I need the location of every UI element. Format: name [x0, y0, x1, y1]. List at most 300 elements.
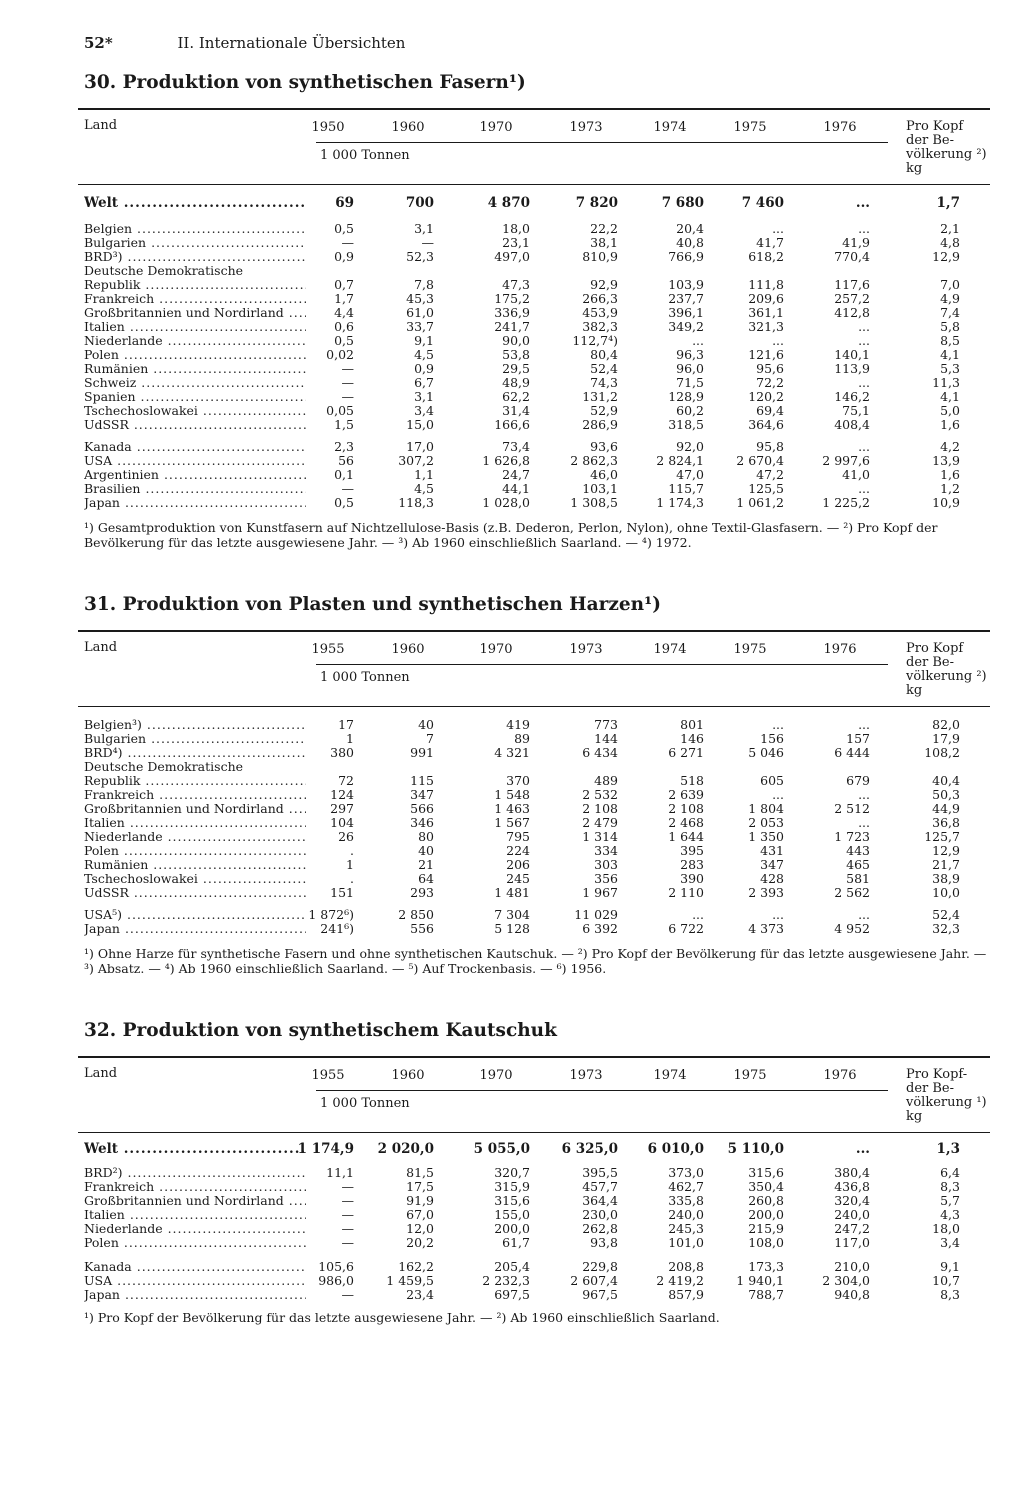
- table-cell: 241,7: [494, 319, 530, 334]
- table-cell: 0,05: [326, 403, 354, 418]
- table-cell: 2 053: [748, 815, 784, 830]
- column-header-year: 1975: [733, 642, 767, 657]
- table-cell: 144: [594, 731, 618, 746]
- table-cell: 0,5: [334, 221, 354, 236]
- table-cell: 396,1: [668, 305, 704, 320]
- table-cell: 0,1: [334, 467, 354, 482]
- table-cell: 770,4: [834, 249, 870, 264]
- row-label: Polen .....: [84, 1236, 306, 1250]
- table-cell: 3,4: [940, 1235, 960, 1250]
- table-cell: 5,8: [940, 319, 960, 334]
- table-cell: 40: [418, 717, 434, 732]
- table-cell: 10,7: [932, 1273, 960, 1288]
- table-cell: 156: [760, 731, 784, 746]
- table-cell: 120,2: [748, 389, 784, 404]
- table-cell: 1,1: [414, 467, 434, 482]
- table-cell: 7,4: [940, 305, 960, 320]
- table-cell: 334: [594, 843, 618, 858]
- table-cell: 95,6: [756, 361, 784, 376]
- table-cell: 26: [338, 829, 354, 844]
- table-cell: 318,5: [668, 417, 704, 432]
- table-cell: 1 967: [582, 885, 618, 900]
- table-cell: 173,3: [748, 1259, 784, 1274]
- row-label: Deutsche Demokratische: [84, 760, 244, 774]
- table-cell: —: [341, 1221, 354, 1236]
- table-cell: 101,0: [668, 1235, 704, 1250]
- column-header-pro-kopf: Pro Kopf- der Be- völkerung ¹) kg: [906, 1067, 987, 1124]
- table-cell: 5,7: [940, 1193, 960, 1208]
- table-cell: 23,1: [502, 235, 530, 250]
- row-label: Spanien .....: [84, 390, 306, 404]
- table-cell: 40,4: [932, 773, 960, 788]
- table-cell: 41,7: [756, 235, 784, 250]
- table-cell: 52,4: [590, 361, 618, 376]
- table-cell: 7 820: [575, 195, 618, 211]
- table-row: [78, 292, 990, 306]
- table-cell: 566: [410, 801, 434, 816]
- table-cell: 6,7: [414, 375, 434, 390]
- table-cell: 1,7: [334, 291, 354, 306]
- table-cell: 36,8: [932, 815, 960, 830]
- table-cell: 118,3: [398, 495, 434, 510]
- table-cell: 6 325,0: [561, 1141, 618, 1157]
- table-cell: 2 607,4: [570, 1273, 618, 1288]
- table-cell: 283: [680, 857, 704, 872]
- row-label: Niederlande .....: [84, 334, 306, 348]
- table-cell: 257,2: [834, 291, 870, 306]
- row-label: Argentinien .....: [84, 468, 306, 482]
- table-cell: 489: [594, 773, 618, 788]
- table-cell: 105,6: [318, 1259, 354, 1274]
- table-cell: 17: [338, 717, 354, 732]
- row-label: BRD³) .....: [84, 250, 306, 264]
- table-cell: 1 308,5: [570, 495, 618, 510]
- table-cell: 2 108: [582, 801, 618, 816]
- table-cell: 293: [410, 885, 434, 900]
- column-header-year: 1973: [569, 642, 603, 657]
- table-cell: 237,7: [668, 291, 704, 306]
- row-label: Großbritannien und Nordirland .....: [84, 1194, 306, 1208]
- table-cell: 364,4: [582, 1193, 618, 1208]
- table-cell: 3,4: [414, 403, 434, 418]
- table-cell: 117,6: [834, 277, 870, 292]
- table-footnote: ¹) Ohne Harze für synthetische Fasern und ohne synthetischen Kautschuk. — ²) Pro Kopf der Bevölkerung für das letzte ausgewiesene Jahr. — ³) Absatz. — ⁴) Ab 1960 einschließlich Saarland. — ⁵) Auf Trockenbasis. — ⁶) 1956.: [84, 946, 987, 976]
- table-cell: 20,2: [406, 1235, 434, 1250]
- table-cell: ...: [772, 221, 784, 236]
- table-cell: 4,9: [940, 291, 960, 306]
- table-cell: 315,6: [494, 1193, 530, 1208]
- table-cell: 361,1: [748, 305, 784, 320]
- table-cell: 210,0: [834, 1259, 870, 1274]
- table-row: [78, 1142, 990, 1156]
- table-cell: 4,8: [940, 235, 960, 250]
- table-cell: 22,2: [590, 221, 618, 236]
- column-header-year: 1976: [823, 1068, 857, 1083]
- table-cell: 5 046: [748, 745, 784, 760]
- table-cell: 4,5: [414, 481, 434, 496]
- header-bottom-rule: [78, 184, 990, 185]
- table-cell: 62,2: [502, 389, 530, 404]
- column-header-year: 1974: [653, 120, 687, 135]
- table-title: 32. Produktion von synthetischem Kautschuk: [84, 1020, 557, 1041]
- header-sub-rule: [316, 1090, 888, 1091]
- table-cell: 320,4: [834, 1193, 870, 1208]
- table-cell: 679: [846, 773, 870, 788]
- column-header-year: 1955: [311, 642, 345, 657]
- row-label: Japan .....: [84, 922, 306, 936]
- table-cell: 125,7: [924, 829, 960, 844]
- table-section-1: [78, 72, 990, 552]
- table-row: [78, 774, 990, 788]
- table-cell: 465: [846, 857, 870, 872]
- table-section-3: [78, 1020, 990, 1500]
- table-cell: 4 373: [748, 921, 784, 936]
- table-cell: 1 940,1: [736, 1273, 784, 1288]
- table-cell: 1 804: [748, 801, 784, 816]
- table-cell: 556: [410, 921, 434, 936]
- table-cell: —: [341, 375, 354, 390]
- table-cell: 436,8: [834, 1179, 870, 1194]
- table-cell: 52,4: [932, 907, 960, 922]
- table-cell: 1,6: [940, 417, 960, 432]
- table-cell: 23,4: [406, 1287, 434, 1302]
- row-label: Bulgarien .....: [84, 236, 306, 250]
- column-header-pro-kopf: Pro Kopf der Be- völkerung ²) kg: [906, 641, 987, 698]
- table-cell: 45,3: [406, 291, 434, 306]
- table-cell: 321,3: [748, 319, 784, 334]
- table-cell: 12,9: [932, 843, 960, 858]
- table-cell: 96,3: [676, 347, 704, 362]
- table-row: [78, 404, 990, 418]
- table-cell: 428: [760, 871, 784, 886]
- table-cell: 356: [594, 871, 618, 886]
- table-cell: 4,2: [940, 439, 960, 454]
- table-cell: 1 626,8: [482, 453, 530, 468]
- table-cell: 320,7: [494, 1165, 530, 1180]
- table-cell: 395: [680, 843, 704, 858]
- row-label: Großbritannien und Nordirland .....: [84, 802, 306, 816]
- table-cell: 15,0: [406, 417, 434, 432]
- table-cell: 2 532: [582, 787, 618, 802]
- table-cell: 241⁶): [320, 921, 354, 936]
- table-cell: 64: [418, 871, 434, 886]
- table-cell: 12,9: [932, 249, 960, 264]
- table-cell: 29,5: [502, 361, 530, 376]
- table-cell: 307,2: [398, 453, 434, 468]
- row-label: UdSSR .....: [84, 886, 306, 900]
- table-cell: 38,9: [932, 871, 960, 886]
- table-cell: 124: [330, 787, 354, 802]
- table-cell: 773: [594, 717, 618, 732]
- table-cell: 2 468: [668, 815, 704, 830]
- table-cell: 11,1: [326, 1165, 354, 1180]
- table-cell: 215,9: [748, 1221, 784, 1236]
- table-row: [78, 1222, 990, 1236]
- row-label: Brasilien .....: [84, 482, 306, 496]
- table-cell: 8,3: [940, 1179, 960, 1194]
- table-row: [78, 454, 990, 468]
- column-header-year: 1976: [823, 642, 857, 657]
- table-cell: 12,0: [406, 1221, 434, 1236]
- table-cell: 370: [506, 773, 530, 788]
- table-cell: 17,0: [406, 439, 434, 454]
- table-cell: 155,0: [494, 1207, 530, 1222]
- table-cell: 13,9: [932, 453, 960, 468]
- table-row: [78, 320, 990, 334]
- table-row: [78, 306, 990, 320]
- table-cell: 518: [680, 773, 704, 788]
- table-cell: 90,0: [502, 333, 530, 348]
- table-cell: 7,0: [940, 277, 960, 292]
- table-row: [78, 440, 990, 454]
- column-header-year: 1975: [733, 120, 767, 135]
- table-row: [78, 1208, 990, 1222]
- table-cell: 2 020,0: [377, 1141, 434, 1157]
- table-cell: 2 110: [668, 885, 704, 900]
- row-label: Tschechoslowakei .....: [84, 404, 306, 418]
- table-cell: 125,5: [748, 481, 784, 496]
- table-row: [78, 362, 990, 376]
- row-label: Polen .....: [84, 348, 306, 362]
- table-cell: 1 225,2: [822, 495, 870, 510]
- table-cell: 229,8: [582, 1259, 618, 1274]
- table-row: [78, 886, 990, 900]
- table-cell: 41,0: [842, 467, 870, 482]
- table-row: [78, 348, 990, 362]
- table-cell: 453,9: [582, 305, 618, 320]
- table-cell: 17,5: [406, 1179, 434, 1194]
- table-cell: 33,7: [406, 319, 434, 334]
- table-cell: ...: [772, 717, 784, 732]
- table-cell: 11,3: [932, 375, 960, 390]
- table-cell: 80,4: [590, 347, 618, 362]
- table-cell: 967,5: [582, 1287, 618, 1302]
- table-cell: 81,5: [406, 1165, 434, 1180]
- table-cell: 1 459,5: [386, 1273, 434, 1288]
- table-cell: 69,4: [756, 403, 784, 418]
- table-row: [78, 844, 990, 858]
- table-row: [78, 1260, 990, 1274]
- table-cell: 93,6: [590, 439, 618, 454]
- table-row: [78, 250, 990, 264]
- table-cell: 103,1: [582, 481, 618, 496]
- table-row: [78, 1274, 990, 1288]
- table-cell: 335,8: [668, 1193, 704, 1208]
- row-label: Welt .....: [84, 1142, 306, 1156]
- table-row: [78, 1194, 990, 1208]
- table-row: [78, 334, 990, 348]
- column-header-year: 1973: [569, 1068, 603, 1083]
- row-label: Frankreich .....: [84, 788, 306, 802]
- table-cell: .: [350, 871, 354, 886]
- table-cell: 61,0: [406, 305, 434, 320]
- table-cell: 91,9: [406, 1193, 434, 1208]
- row-label: Belgien³) .....: [84, 718, 306, 732]
- table-cell: 224: [506, 843, 530, 858]
- table-cell: —: [341, 1179, 354, 1194]
- row-label: UdSSR .....: [84, 418, 306, 432]
- table-cell: 0,5: [334, 495, 354, 510]
- table-cell: 346: [410, 815, 434, 830]
- row-label: Großbritannien und Nordirland .....: [84, 306, 306, 320]
- table-cell: 48,9: [502, 375, 530, 390]
- table-cell: 2 479: [582, 815, 618, 830]
- table-cell: 0,02: [326, 347, 354, 362]
- row-label: Frankreich .....: [84, 292, 306, 306]
- table-cell: 47,0: [676, 467, 704, 482]
- table-cell: 2 562: [834, 885, 870, 900]
- table-cell: 8,3: [940, 1287, 960, 1302]
- table-cell: ...: [858, 221, 870, 236]
- row-label: Polen .....: [84, 844, 306, 858]
- table-cell: 788,7: [748, 1287, 784, 1302]
- table-cell: 605: [760, 773, 784, 788]
- header-bottom-rule: [78, 1132, 990, 1133]
- table-cell: 2 304,0: [822, 1273, 870, 1288]
- table-row: [78, 418, 990, 432]
- row-label: Rumänien .....: [84, 858, 306, 872]
- column-header-land: Land: [84, 118, 118, 133]
- table-cell: ...: [858, 319, 870, 334]
- table-row: [78, 872, 990, 886]
- table-cell: 1 481: [494, 885, 530, 900]
- table-cell: 53,8: [502, 347, 530, 362]
- table-cell: 31,4: [502, 403, 530, 418]
- table-cell: 2 108: [668, 801, 704, 816]
- table-cell: 46,0: [590, 467, 618, 482]
- table-cell: ...: [772, 333, 784, 348]
- table-row: [78, 278, 990, 292]
- header-bottom-rule: [78, 706, 990, 707]
- table-cell: 128,9: [668, 389, 704, 404]
- table-cell: 151: [330, 885, 354, 900]
- table-row: [78, 482, 990, 496]
- table-cell: ...: [855, 1141, 870, 1157]
- table-row: [78, 858, 990, 872]
- table-cell: 618,2: [748, 249, 784, 264]
- table-cell: 0,7: [334, 277, 354, 292]
- table-cell: 74,3: [590, 375, 618, 390]
- table-cell: 240,0: [668, 1207, 704, 1222]
- table-cell: 0,9: [414, 361, 434, 376]
- header-sub-rule: [316, 664, 888, 665]
- table-cell: 18,0: [502, 221, 530, 236]
- table-cell: 297: [330, 801, 354, 816]
- table-cell: 18,0: [932, 1221, 960, 1236]
- table-cell: 247,2: [834, 1221, 870, 1236]
- table-cell: 113,9: [834, 361, 870, 376]
- table-row: [78, 830, 990, 844]
- table-cell: 93,8: [590, 1235, 618, 1250]
- table-cell: 6 434: [582, 745, 618, 760]
- column-header-year: 1955: [311, 1068, 345, 1083]
- table-row: [78, 196, 990, 210]
- table-cell: 6 392: [582, 921, 618, 936]
- table-cell: 5 055,0: [473, 1141, 530, 1157]
- table-cell: 5,3: [940, 361, 960, 376]
- table-cell: 47,3: [502, 277, 530, 292]
- table-row: [78, 922, 990, 936]
- table-cell: 38,1: [590, 235, 618, 250]
- table-cell: 412,8: [834, 305, 870, 320]
- table-cell: 380,4: [834, 1165, 870, 1180]
- table-cell: 2 419,2: [656, 1273, 704, 1288]
- table-cell: 44,1: [502, 481, 530, 496]
- table-cell: 71,5: [676, 375, 704, 390]
- table-cell: 121,6: [748, 347, 784, 362]
- table-cell: 108,0: [748, 1235, 784, 1250]
- table-cell: —: [341, 481, 354, 496]
- table-cell: 7: [426, 731, 434, 746]
- table-cell: 700: [405, 195, 434, 211]
- row-label: BRD⁴) .....: [84, 746, 306, 760]
- table-title: 31. Produktion von Plasten und synthetischen Harzen¹): [84, 594, 661, 615]
- table-cell: 32,3: [932, 921, 960, 936]
- table-row: [78, 746, 990, 760]
- table-cell: 60,2: [676, 403, 704, 418]
- table-cell: 697,5: [494, 1287, 530, 1302]
- table-cell: 200,0: [748, 1207, 784, 1222]
- table-cell: 1,5: [334, 417, 354, 432]
- table-cell: 21,7: [932, 857, 960, 872]
- table-cell: 40: [418, 843, 434, 858]
- table-cell: 103,9: [668, 277, 704, 292]
- table-cell: 1 174,3: [656, 495, 704, 510]
- row-label: Japan .....: [84, 496, 306, 510]
- table-cell: 140,1: [834, 347, 870, 362]
- table-cell: 581: [846, 871, 870, 886]
- table-cell: 92,9: [590, 277, 618, 292]
- table-title: 30. Produktion von synthetischen Fasern¹): [84, 72, 526, 93]
- table-cell: —: [341, 389, 354, 404]
- table-cell: 810,9: [582, 249, 618, 264]
- table-row: [78, 1166, 990, 1180]
- table-cell: ...: [692, 907, 704, 922]
- table-cell: 4,3: [940, 1207, 960, 1222]
- table-cell: 61,7: [502, 1235, 530, 1250]
- table-cell: 3,1: [414, 221, 434, 236]
- table-row: [78, 1180, 990, 1194]
- column-header-year: 1976: [823, 120, 857, 135]
- row-label: BRD²) .....: [84, 1166, 306, 1180]
- row-label: Belgien .....: [84, 222, 306, 236]
- table-cell: 2 850: [398, 907, 434, 922]
- table-cell: 73,4: [502, 439, 530, 454]
- row-label: Frankreich .....: [84, 1180, 306, 1194]
- table-section-2: [78, 594, 990, 1074]
- row-label: Italien .....: [84, 320, 306, 334]
- table-cell: 382,3: [582, 319, 618, 334]
- table-cell: —: [341, 361, 354, 376]
- row-label: Niederlande .....: [84, 830, 306, 844]
- table-cell: ...: [855, 195, 870, 211]
- table-cell: 162,2: [398, 1259, 434, 1274]
- row-label: USA .....: [84, 454, 306, 468]
- row-label: Welt .....: [84, 196, 306, 210]
- table-cell: 6 271: [668, 745, 704, 760]
- header-sub-rule: [316, 142, 888, 143]
- table-cell: 1 723: [834, 829, 870, 844]
- table-cell: 10,9: [932, 495, 960, 510]
- table-cell: 95,8: [756, 439, 784, 454]
- table-cell: 286,9: [582, 417, 618, 432]
- table-row: [78, 816, 990, 830]
- row-label: Tschechoslowakei .....: [84, 872, 306, 886]
- table-cell: 462,7: [668, 1179, 704, 1194]
- table-cell: 2 670,4: [736, 453, 784, 468]
- table-cell: 245: [506, 871, 530, 886]
- table-cell: 1 644: [668, 829, 704, 844]
